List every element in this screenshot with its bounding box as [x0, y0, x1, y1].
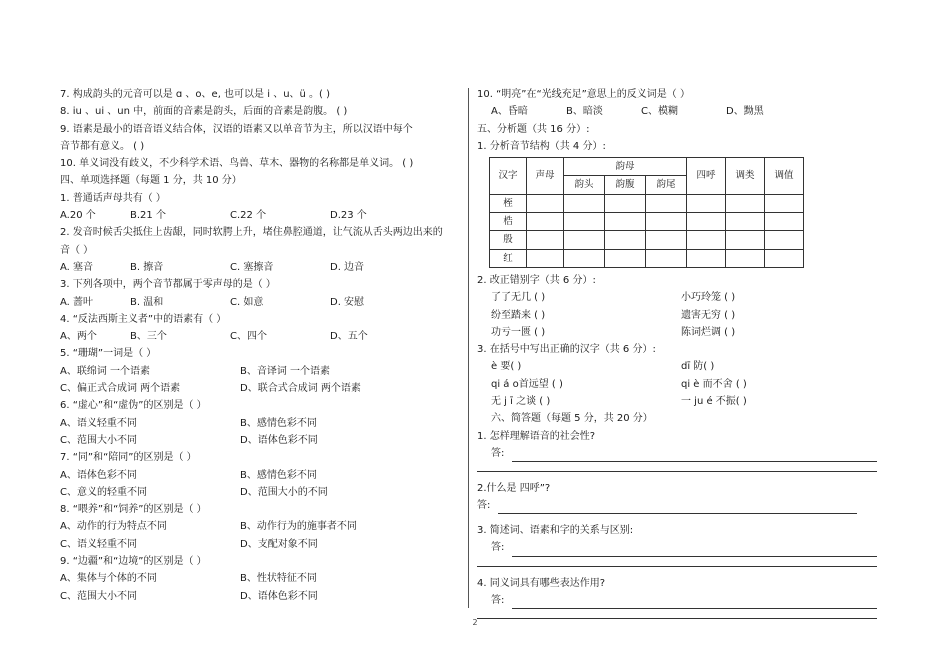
blank-cell[interactable]	[687, 249, 726, 267]
mc-options-7a	[60, 467, 460, 484]
typo-item: 遗害无穷 ( )	[681, 309, 736, 321]
pinyin-item: è 要( )	[491, 361, 522, 373]
option: D、联合式合成词 两个语素	[240, 383, 361, 395]
answer-line[interactable]	[477, 497, 857, 514]
blank-cell[interactable]	[646, 213, 687, 231]
mc-options-6b	[60, 432, 460, 449]
option: D.23 个	[330, 210, 367, 222]
answer-rule	[498, 501, 857, 514]
short-answer-question-1: 1. 怎样理解语音的社会性?	[477, 430, 596, 442]
option: A. 蔷叶	[60, 296, 94, 308]
pinyin-item: dī 防( )	[681, 361, 715, 373]
table-row	[490, 249, 804, 267]
blank-cell[interactable]	[527, 213, 564, 231]
mc-options-4	[60, 328, 460, 345]
header-initial: 声母	[527, 158, 564, 195]
blank-cell[interactable]	[765, 249, 804, 267]
typo-item: 纷至踏来 ( )	[491, 309, 546, 321]
header-nucleus: 韵腹	[605, 176, 646, 194]
mc-options-8b	[60, 536, 460, 553]
question-10: 10. 单义词没有歧义，不少科学术语、鸟兽、草木、器物的名称都是单义词。 ( )	[60, 158, 414, 170]
answer-label: 答:	[491, 542, 505, 554]
mc-question-10: 10. “明亮”在“光线充足”意思上的反义词是（ ）	[477, 89, 690, 100]
mc-options-5a	[60, 363, 460, 380]
table-row	[490, 194, 804, 212]
section-6-heading: 六、简答题（每题 5 分，共 20 分）	[491, 413, 653, 425]
blank-cell[interactable]	[687, 213, 726, 231]
pinyin-item: 一 ju é 不振( )	[681, 396, 747, 408]
answer-line[interactable]	[477, 445, 877, 462]
typo-item: 小巧玲笼 ( )	[681, 292, 736, 304]
char-cell: 红	[490, 249, 527, 267]
blank-cell[interactable]	[605, 231, 646, 249]
header-tone-value: 调值	[765, 158, 804, 195]
question-7: 7. 构成韵头的元音可以是 ɑ 、o、e, 也可以是 i 、u、ü 。( )	[60, 89, 331, 100]
section-5-heading: 五、分析题（共 16 分）:	[477, 123, 590, 135]
column-divider	[468, 88, 469, 608]
mc-question-3: 3. 下列各项中，两个音节都属于零声母的是（ ）	[60, 279, 276, 291]
option: A、昏暗	[491, 106, 528, 118]
mc-options-7b	[60, 484, 460, 501]
blank-cell[interactable]	[646, 249, 687, 267]
option: C、偏正式合成词 两个语素	[60, 383, 181, 395]
syllable-table	[489, 157, 804, 268]
mc-options-10	[477, 103, 877, 120]
option: D、支配对象不同	[240, 538, 318, 550]
right-column	[477, 86, 877, 627]
header-tone-type: 调类	[726, 158, 765, 195]
option: B、动作行为的施事者不同	[240, 521, 357, 533]
blank-cell[interactable]	[765, 231, 804, 249]
mc-options-9a	[60, 570, 460, 587]
mc-options-8a	[60, 518, 460, 535]
option: A、语体色彩不同	[60, 469, 137, 481]
blank-cell[interactable]	[527, 249, 564, 267]
blank-cell[interactable]	[646, 231, 687, 249]
table-row	[490, 231, 804, 249]
blank-cell[interactable]	[527, 231, 564, 249]
blank-cell[interactable]	[765, 213, 804, 231]
question-9-cont: 音节都有意义。 ( )	[60, 140, 145, 152]
mc-options-5b	[60, 380, 460, 397]
option: B、三个	[130, 331, 167, 343]
question-8: 8. iu 、ui 、un 中，前面的音素是韵头，后面的音素是韵腹。 ( )	[60, 106, 348, 118]
option: C、范围大小不同	[60, 590, 137, 602]
answer-rule	[512, 449, 877, 462]
mc-options-1	[60, 207, 460, 224]
table-row	[490, 213, 804, 231]
answer-line[interactable]	[477, 592, 877, 609]
option: D、语体色彩不同	[240, 590, 318, 602]
option: D、黝黑	[726, 106, 764, 118]
option: A、联绵词 一个语素	[60, 365, 151, 377]
typo-item: 了了无几 ( )	[491, 292, 546, 304]
mc-question-1: 1. 普通话声母共有（ ）	[60, 192, 166, 204]
option: D、五个	[330, 331, 368, 343]
option: B. 温和	[130, 296, 164, 308]
option: C. 塞擦音	[230, 261, 274, 273]
header-char: 汉字	[490, 158, 527, 195]
char-cell: 殷	[490, 231, 527, 249]
option: B、暗淡	[566, 106, 603, 118]
pinyin-row	[477, 393, 877, 410]
option: C、模糊	[641, 106, 678, 118]
option: C. 如意	[230, 296, 264, 308]
option: D、范围大小的不同	[240, 486, 328, 498]
answer-rule	[512, 544, 877, 557]
blank-cell[interactable]	[646, 194, 687, 212]
blank-cell[interactable]	[726, 213, 765, 231]
mc-options-9b	[60, 588, 460, 605]
analysis-question-3: 3. 在括号中写出正确的汉字（共 6 分）:	[477, 344, 656, 356]
pinyin-row	[477, 358, 877, 375]
blank-cell[interactable]	[687, 231, 726, 249]
mc-question-9: 9. “边疆”和“边境”的区别是（ ）	[60, 556, 207, 568]
mc-question-8: 8. “喂养”和“饲养”的区别是（ ）	[60, 504, 207, 516]
option: D、语体色彩不同	[240, 434, 318, 446]
option: B、性状特征不同	[240, 573, 317, 585]
option: B、感情色彩不同	[240, 469, 317, 481]
answer-label: 答:	[491, 447, 505, 459]
typo-item: 功亏一匮 ( )	[491, 326, 546, 338]
header-medial: 韵头	[564, 176, 605, 194]
mc-question-2-cont: 音（ ）	[60, 244, 94, 256]
blank-cell[interactable]	[527, 194, 564, 212]
blank-cell[interactable]	[605, 194, 646, 212]
option: A.20 个	[60, 210, 96, 222]
pinyin-item: qi è 而不舍 ( )	[681, 378, 747, 390]
blank-cell[interactable]	[605, 213, 646, 231]
blank-cell[interactable]	[564, 231, 605, 249]
option: D. 边音	[330, 261, 365, 273]
answer-label: 答:	[491, 594, 505, 606]
analysis-question-2: 2. 改正错别字（共 6 分）:	[477, 274, 596, 286]
analysis-question-1: 1. 分析音节结构（共 4 分）:	[477, 140, 606, 152]
option: C、语义轻重不同	[60, 538, 137, 550]
pinyin-item: qi á o首远望 ( )	[491, 378, 563, 390]
option: B.21 个	[130, 210, 166, 222]
answer-rule-full[interactable]	[477, 557, 877, 567]
blank-cell[interactable]	[564, 194, 605, 212]
mc-question-2: 2. 发音时候舌尖抵住上齿龈，同时软腭上升，堵住鼻腔通道，让气流从舌头两边出来的	[60, 227, 443, 239]
section-4-heading: 四、单项选择题（每题 1 分，共 10 分）	[60, 175, 242, 187]
question-9: 9. 语素是最小的语音语义结合体，汉语的语素又以单音节为主，所以汉语中每个	[60, 123, 413, 135]
short-answer-question-2: 2.什么是 四呼”?	[477, 482, 551, 494]
option: B. 擦音	[130, 261, 164, 273]
option: A、集体与个体的不同	[60, 573, 157, 585]
blank-cell[interactable]	[564, 213, 605, 231]
mc-options-2	[60, 259, 460, 276]
answer-rule	[512, 596, 877, 609]
option: A. 塞音	[60, 261, 94, 273]
blank-cell[interactable]	[687, 194, 726, 212]
mc-options-3	[60, 294, 460, 311]
mc-question-5: 5. “珊瑚”一词是（ ）	[60, 348, 157, 360]
blank-cell[interactable]	[765, 194, 804, 212]
char-cell: 桎	[490, 194, 527, 212]
answer-label: 答:	[477, 499, 491, 511]
option: C、意义的轻重不同	[60, 486, 147, 498]
blank-cell[interactable]	[726, 249, 765, 267]
short-answer-question-3: 3. 简述词、语素和字的关系与区别:	[477, 525, 634, 537]
short-answer-question-4: 4. 同义词具有哪些表达作用?	[477, 577, 606, 589]
option: B、感情色彩不同	[240, 417, 317, 429]
blank-cell[interactable]	[564, 249, 605, 267]
option: A、两个	[60, 331, 97, 343]
option: C.22 个	[230, 210, 267, 222]
mc-question-4: 4. “反法西斯主义者”中的语素有（ ）	[60, 313, 227, 325]
mc-options-6a	[60, 415, 460, 432]
header-coda: 韵尾	[646, 176, 687, 194]
left-column	[60, 86, 460, 605]
header-sihu: 四呼	[687, 158, 726, 195]
option: A、动作的行为特点不同	[60, 521, 167, 533]
blank-cell[interactable]	[726, 194, 765, 212]
char-cell: 梏	[490, 213, 527, 231]
pinyin-row	[477, 376, 877, 393]
mc-question-7: 7. “同”和“陪同”的区别是（ ）	[60, 452, 197, 464]
option: C、四个	[230, 331, 267, 343]
blank-cell[interactable]	[726, 231, 765, 249]
option: B、音译词 一个语素	[240, 365, 331, 377]
header-final: 韵母	[564, 158, 687, 176]
page-number: 2	[472, 618, 478, 627]
option: A、语义轻重不同	[60, 417, 137, 429]
answer-line[interactable]	[477, 540, 877, 557]
typo-row	[477, 324, 877, 341]
option: D. 安慰	[330, 296, 365, 308]
typo-item: 陈词烂调 ( )	[681, 326, 736, 338]
pinyin-item: 无 j ī 之谈 ( )	[491, 396, 551, 408]
typo-row	[477, 289, 877, 306]
answer-rule-full[interactable]	[477, 462, 877, 472]
blank-cell[interactable]	[605, 249, 646, 267]
typo-row	[477, 307, 877, 324]
mc-question-6: 6. “虚心”和“虚伪”的区别是（ ）	[60, 400, 207, 412]
option: C、范围大小不同	[60, 434, 137, 446]
